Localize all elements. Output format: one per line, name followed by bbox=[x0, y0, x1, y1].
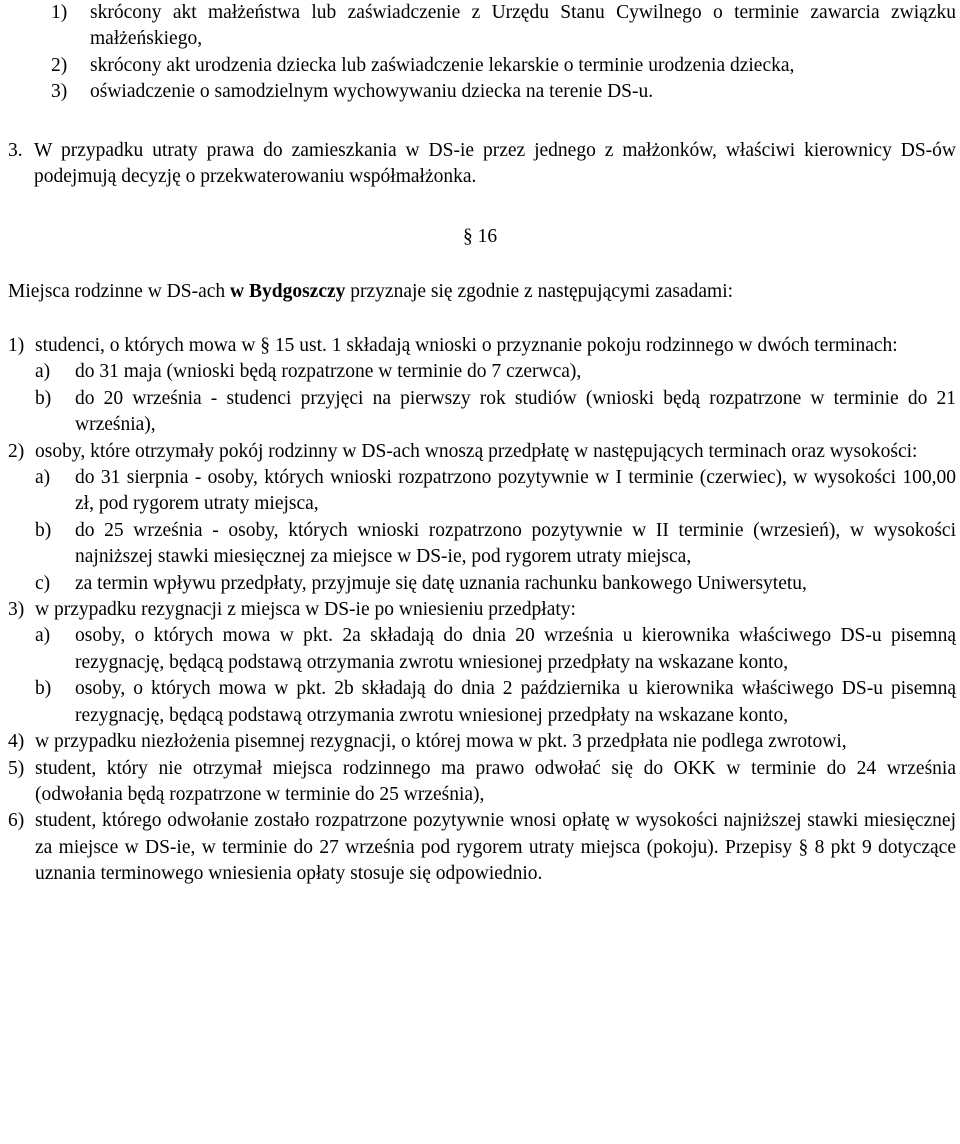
rule-row bbox=[8, 333, 956, 359]
sub-item-letter: b) bbox=[35, 519, 52, 541]
section-heading: § 16 bbox=[462, 226, 498, 247]
sub-item-text: do 25 września - osoby, których wnioski rozpatrzono pozytywnie w II terminie (wrzesień), w wysokości najniższej stawki miesięcznej za miejsce w DS-ie, pod rygorem utraty miejsca, bbox=[75, 519, 956, 568]
sub-item-letter: b) bbox=[35, 678, 52, 700]
top-list-item bbox=[51, 79, 956, 105]
rule-text: w przypadku rezygnacji z miejsca w DS-ie po wniesieniu przedpłaty: bbox=[35, 599, 576, 621]
item-text: skrócony akt urodzenia dziecka lub zaświadczenie lekarskie o terminie urodzenia dziecka, bbox=[90, 54, 795, 76]
intro-bold-city: w Bydgoszczy bbox=[230, 281, 346, 302]
rule-number: 4) bbox=[8, 731, 25, 753]
rule-item bbox=[8, 439, 956, 597]
sub-item-text: do 31 maja (wnioski będą rozpatrzone w terminie do 7 czerwca), bbox=[75, 361, 582, 383]
sub-item-text: do 31 sierpnia - osoby, których wnioski rozpatrzono pozytywnie w I terminie (czerwiec), w wysokości 100,00 zł, pod rygorem utraty miejsca, bbox=[75, 467, 956, 515]
rule-number: 6) bbox=[8, 810, 25, 832]
rule-text: student, który nie otrzymał miejsca rodzinnego ma prawo odwołać się do OKK w terminie do 24 września (odwołania będą rozpatrzone w terminie do 25 września), bbox=[35, 757, 956, 805]
rule-row bbox=[8, 597, 956, 623]
top-list bbox=[51, 0, 956, 106]
rule-item bbox=[8, 808, 956, 887]
point-text: W przypadku utraty prawa do zamieszkania w DS-ie przez jednego z małżonków, właściwi kierownicy DS-ów podejmują decyzję o przekwaterowaniu współmałżonka. bbox=[34, 140, 956, 188]
rule-item bbox=[8, 756, 956, 809]
sub-item-letter: a) bbox=[35, 625, 51, 647]
rule-row bbox=[8, 756, 956, 809]
rule-text: osoby, które otrzymały pokój rodzinny w DS-ach wnoszą przedpłatę w następujących terminach oraz wysokości: bbox=[35, 440, 918, 462]
rule-number: 3) bbox=[8, 599, 25, 621]
item-text: skrócony akt małżeństwa lub zaświadczenie z Urzędu Stanu Cywilnego o terminie zawarcia związku małżeńskiego, bbox=[90, 2, 956, 50]
sub-item-letter: b) bbox=[35, 387, 52, 409]
rule-row bbox=[8, 808, 956, 887]
intro-text: Miejsca rodzinne w DS-ach bbox=[8, 281, 231, 302]
item-number: 1) bbox=[51, 2, 68, 23]
intro-text-end: przyznaje się zgodnie z następującymi zasadami: bbox=[345, 281, 734, 302]
rule-text: studenci, o których mowa w § 15 ust. 1 składają wnioski o przyznanie pokoju rodzinnego w dwóch terminach: bbox=[35, 335, 898, 356]
rule-text: w przypadku niezłożenia pisemnej rezygnacji, o której mowa w pkt. 3 przedpłata nie podlega zwrotowi, bbox=[35, 731, 847, 753]
top-list-item bbox=[51, 53, 956, 79]
sub-item bbox=[8, 518, 956, 571]
sub-item bbox=[8, 623, 956, 676]
rule-item bbox=[8, 333, 956, 439]
item-number: 2) bbox=[51, 54, 68, 76]
sub-item bbox=[8, 571, 956, 597]
sub-item-text: osoby, o których mowa w pkt. 2a składają do dnia 20 września u kierownika właściwego DS-u pisemną rezygnację, będącą podstawą otrzymania zwrotu wniesionej przedpłaty na wskazane konto, bbox=[75, 625, 956, 673]
rule-number: 2) bbox=[8, 440, 25, 462]
sub-item bbox=[8, 359, 956, 385]
sub-item bbox=[8, 386, 956, 439]
point-3-paragraph bbox=[8, 138, 956, 191]
sub-item-letter: a) bbox=[35, 467, 51, 489]
sub-item-text: do 20 września - studenci przyjęci na pierwszy rok studiów (wnioski będą rozpatrzone w terminie do 21 września), bbox=[75, 387, 956, 436]
intro-paragraph bbox=[8, 279, 956, 305]
rule-text: student, którego odwołanie zostało rozpatrzone pozytywnie wnosi opłatę w wysokości najniższej stawki miesięcznej za miejsce w DS-ie, w terminie do 27 września pod rygorem utraty miejsca (pokoju). Przepisy § 8 pkt 9 dotyczące uznania terminowego wniesienia opłaty stosuje się odpowiednio. bbox=[35, 810, 956, 885]
item-number: 3) bbox=[51, 81, 68, 103]
rule-number: 1) bbox=[8, 335, 25, 356]
sub-item-text: za termin wpływu przedpłaty, przyjmuje się datę uznania rachunku bankowego Uniwersytetu, bbox=[75, 572, 807, 594]
sub-item-letter: c) bbox=[35, 572, 51, 594]
sub-item bbox=[8, 676, 956, 729]
sub-item-text: osoby, o których mowa w pkt. 2b składają do dnia 2 października u kierownika właściwego DS-u pisemną rezygnację, będącą podstawą otrzymania zwrotu wniesionej przedpłaty na wskazane konto, bbox=[75, 678, 956, 726]
rule-row bbox=[8, 729, 956, 755]
top-list-item bbox=[51, 0, 956, 53]
sub-item bbox=[8, 465, 956, 518]
rule-number: 5) bbox=[8, 757, 25, 779]
point-number: 3. bbox=[8, 140, 23, 161]
point-3 bbox=[8, 138, 956, 191]
rule-item bbox=[8, 597, 956, 729]
sub-item-letter: a) bbox=[35, 361, 51, 383]
rule-item bbox=[8, 729, 956, 755]
rule-row bbox=[8, 439, 956, 465]
rules-list bbox=[8, 333, 956, 888]
item-text: oświadczenie o samodzielnym wychowywaniu dziecka na terenie DS-u. bbox=[90, 81, 654, 103]
